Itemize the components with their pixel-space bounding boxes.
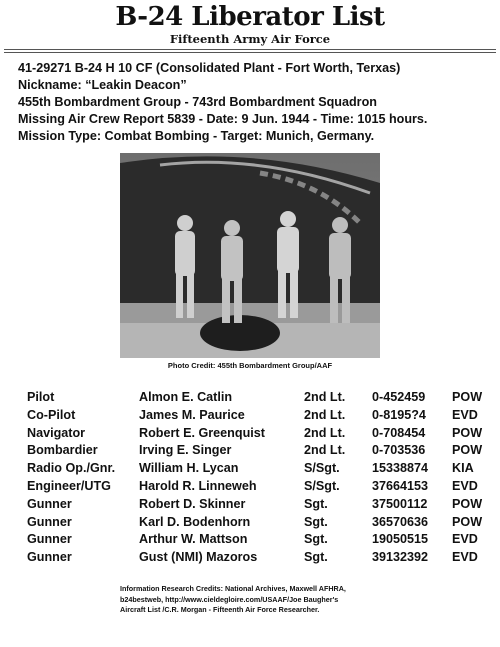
crew-name: Arthur W. Mattson (139, 532, 248, 547)
research-credits (120, 584, 420, 616)
crew-position: Gunner (27, 550, 72, 565)
crew-serial: 19050515 (372, 532, 429, 547)
crew-position: Gunner (27, 532, 72, 547)
aircraft-info (18, 60, 496, 145)
crew-serial: 39132392 (372, 550, 429, 565)
crew-row (0, 388, 500, 406)
header-divider (4, 49, 496, 50)
aircraft-unit-line: 455th Bombardment Group - 743rd Bombardment Squadron (18, 95, 377, 109)
crew-name: James M. Paurice (139, 407, 245, 422)
crew-position: Co-Pilot (27, 407, 76, 422)
crew-photo-image (120, 153, 380, 358)
crew-position: Navigator (27, 425, 86, 440)
crew-status: EVD (452, 479, 478, 493)
page-title: B-24 Liberator List (115, 2, 385, 32)
crew-row (0, 530, 500, 548)
crew-serial: 36570636 (372, 514, 429, 529)
crew-name: Robert D. Skinner (139, 496, 246, 511)
crew-row (0, 441, 500, 459)
page-subtitle: Fifteenth Army Air Force (169, 32, 331, 46)
crew-rank: Sgt. (304, 514, 328, 529)
aircraft-serial-line: 41-29271 B-24 H 10 CF (Consolidated Plant - Fort Worth, Terxas) (18, 61, 401, 75)
crew-rank: Sgt. (304, 550, 328, 565)
crew-rank: 2nd Lt. (304, 407, 346, 422)
research-credits-line: Information Research Credits: National Archives, Maxwell AFHRA, (120, 584, 346, 593)
crew-rank: S/Sgt. (304, 479, 340, 493)
crew-row (0, 513, 500, 531)
crew-name: Gust (NMI) Mazoros (139, 550, 258, 565)
crew-serial: 37500112 (372, 496, 428, 511)
crew-status: EVD (452, 407, 478, 422)
crew-row (0, 406, 500, 424)
crew-serial: 15338874 (372, 461, 429, 476)
crew-name: Harold R. Linneweh (139, 479, 257, 493)
crew-status: EVD (452, 550, 478, 565)
aircraft-nickname-line: Nickname: “Leakin Deacon” (18, 78, 187, 92)
crew-status: POW (452, 425, 483, 440)
crew-position: Radio Op./Gnr. (27, 461, 116, 476)
header-divider-secondary (4, 52, 496, 53)
crew-photo (120, 153, 380, 358)
crew-rank: Sgt. (304, 532, 328, 547)
crew-name: William H. Lycan (139, 461, 239, 476)
crew-rank: 2nd Lt. (304, 443, 346, 458)
crew-status: POW (452, 390, 483, 404)
crew-serial: 0-8195?4 (372, 407, 426, 422)
crew-row (0, 459, 500, 477)
crew-position: Engineer/UTG (27, 479, 111, 493)
research-credits-line: b24bestweb, http://www.cieldegloire.com/USAAF/Joe Baugher's (120, 594, 339, 604)
crew-position: Gunner (27, 496, 72, 511)
crew-serial: 0-703536 (372, 443, 426, 458)
photo-credit: Photo Credit: 455th Bombardment Group/AAF (167, 361, 333, 370)
crew-rank: 2nd Lt. (304, 425, 346, 440)
crew-row (0, 548, 500, 566)
crew-row (0, 477, 500, 495)
crew-row (0, 495, 500, 513)
crew-name: Robert E. Greenquist (139, 425, 265, 440)
crew-status: POW (452, 514, 483, 529)
crew-name: Almon E. Catlin (139, 390, 233, 404)
crew-rank: S/Sgt. (304, 461, 340, 476)
crew-position: Pilot (27, 390, 55, 404)
crew-status: EVD (452, 532, 478, 547)
aircraft-mission-line: Mission Type: Combat Bombing - Target: Munich, Germany. (18, 129, 375, 143)
aircraft-macr-line: Missing Air Crew Report 5839 - Date: 9 Jun. 1944 - Time: 1015 hours. (18, 112, 428, 126)
crew-position: Gunner (27, 514, 72, 529)
crew-serial: 37664153 (372, 479, 429, 493)
crew-name: Karl D. Bodenhorn (139, 514, 251, 529)
crew-serial: 0-708454 (372, 425, 426, 440)
crew-status: POW (452, 496, 483, 511)
crew-serial: 0-452459 (372, 390, 426, 404)
research-credits-line: Aircraft List /C.R. Morgan - Fifteenth Air Force Researcher. (120, 605, 320, 614)
crew-position: Bombardier (27, 443, 98, 458)
crew-status: KIA (452, 461, 474, 476)
crew-rank: 2nd Lt. (304, 390, 346, 404)
crew-rank: Sgt. (304, 496, 328, 511)
crew-name: Irving E. Singer (139, 443, 232, 458)
crew-status: POW (452, 443, 483, 458)
crew-row (0, 424, 500, 442)
